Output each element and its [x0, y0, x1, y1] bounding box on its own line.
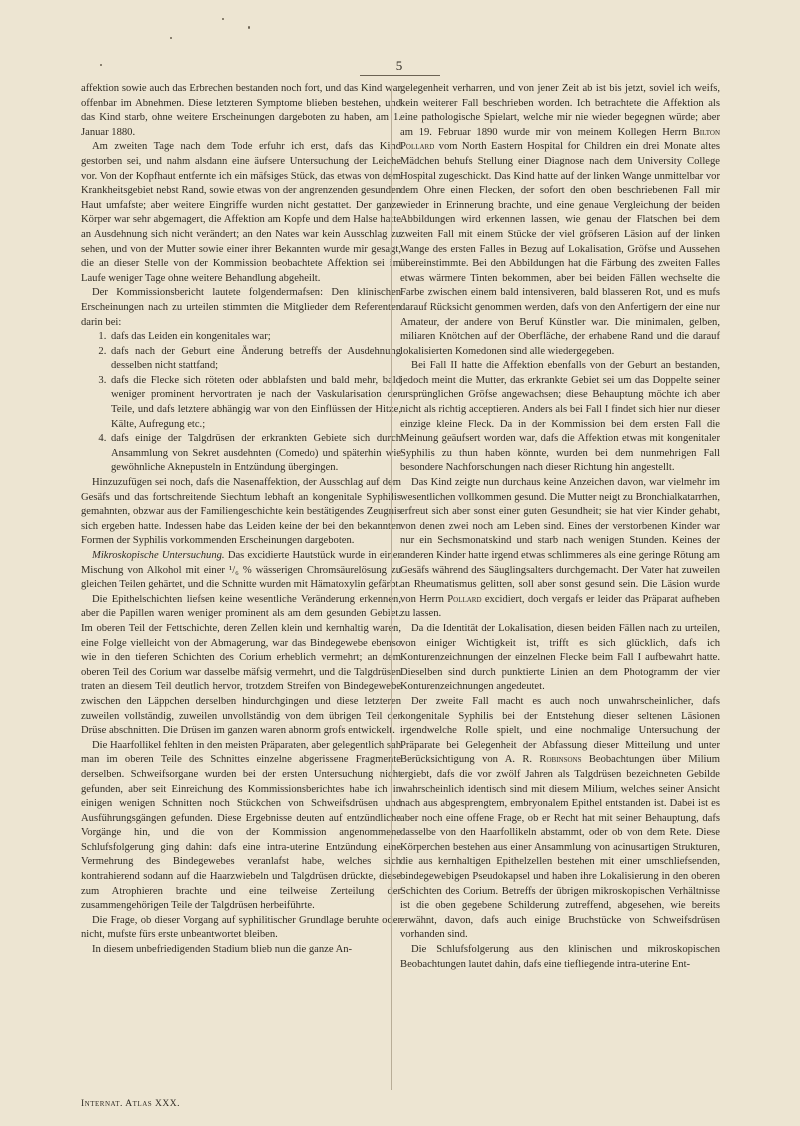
paper-speck: [170, 37, 172, 39]
right-column: [400, 82, 720, 972]
paragraph-text: vom North Eastern Hospital for Children ein drei Monate altes Mädchen behufs Stellung einer Diagnose nach dem University College Hospital zugeschickt. Das Kind hatte auf der linken Wange unmittelbar vor dem Ohre einen Flecken, der sofort den oben beschriebenen Fall mir wieder in Erinnerung brachte, und eine genaue Vergleichung der beiden Abbildungen wird erkennen lassen, wie genau der Flatschen bei dem zweiten Fall mit einem Stücke der viel gröfseren Läsion auf der linken Wange des ersten Falles in Bezug auf Lokalisation, Gröfse und Aussehen übereinstimmte. Bei den Abbildungen hat die Färbung des zweiten Falles etwas wärmere Tinten bekommen, aber bei beiden Fällen wechselte die Farbe zwischen einem bald intensiveren, bald blasseren Rot, und es mufs darauf Rücksicht genommen werden, dafs von den Anfertigern der eine nur Amateur, der andere von Beruf Künstler war. Die minimalen, gelben, miliaren Knötchen auf der Oberfläche, der erhabene Rand und die darauf lokalisierten Komedonen sind alle wiedergegeben.: [400, 141, 720, 357]
footer-signature: Internat. Atlas XXX.: [81, 1099, 180, 1109]
paragraph: Hinzuzufügen sei noch, dafs die Nasenaffektion, der Ausschlag auf dem Gesäfs und das fortschreitende Siechtum lebhaft an kongenitale Syphilis gemahnten, obzwar aus der Familiengeschichte kein bestätigendes Zeugnis sich ergeben hatte. Indessen habe das Leiden keine der bei den bekannten Formen der Syphilis vorkommenden Erscheinungen dargeboten.: [81, 477, 401, 547]
paper-speck: [100, 64, 102, 66]
person-name: Robinsons: [539, 754, 582, 766]
list-item: 1. dafs das Leiden ein kongenitales war;: [109, 330, 401, 345]
paragraph: Die Schlufsfolgerung aus den klinischen und mikroskopischen Beobachtungen lautet dahin, dafs eine tiefliegende intra-uterine Ent-: [400, 944, 720, 970]
person-name: Bilton Pollard: [400, 126, 720, 153]
paragraph: Da die Identität der Lokalisation, diesen beiden Fällen nach zu urteilen, von einiger Wichtigkeit ist, trifft es sich glücklich, dafs ich Konturenzeichnungen der einzelnen Flecke beim Fall I aufbewahrt hatte. Dieselben sind durch punktierte Linien an dem Photogramm der vier Konturenzeichnungen angedeutet.: [400, 622, 720, 693]
section-label: Mikroskopische Untersuchung.: [92, 550, 225, 561]
paragraph: Die Haarfollikel fehlten in den meisten Präparaten, aber gelegentlich sah man im oberen Teile des Schnittes einzelne abgerissene Fragmente derselben. Schweifsorgane wurden bei der ersten Untersuchung nicht gefunden, aber seit Einreichung des Kommissionsberichtes habe ich in einigen wenigen Schnitten noch Stückchen von Schweifsdrüsen und Ausführungsgängen gefunden. Diese Ergebnisse deuten auf entzündliche Vorgänge hin, und die von der Kommission angenommene Schlufsfolgerung ging dahin: dafs eine intra-uterine Entzündung eine Vermehrung des Bindegewebes veranlafst habe, welches sich kontrahierend sodann auf die Haarzwiebeln und Talgdrüsen drückte, diese zum Atrophieren brachte und eine teilweise Zerteilung der zusammengehörigen Teile der Talgdrüsen herbeiführte.: [81, 739, 401, 912]
paragraph: [400, 476, 720, 622]
paragraph: Bei Fall II hatte die Affektion ebenfalls von der Geburt an bestanden, jedoch meint die Mutter, das erkrankte Gebiet sei um das Doppelte seiner ursprünglichen Gröfse angewachsen; diese Behauptung möchte ich aber nicht als richtig acceptieren. Anders als bei Fall I findet sich hier nur dieser einzige kleine Fleck. Da in der Kommission bei dem ersten Fall die Meinung geäufsert worden war, dafs die Affektion etwas mit kongenitaler Syphilis zu thun haben könnte, wurden bei dem nunmehrigen Fall besondere Nachforschungen nach dieser Richtung hin angestellt.: [400, 360, 720, 474]
paragraph: Am zweiten Tage nach dem Tode erfuhr ich erst, dafs das Kind gestorben sei, und nahm alsdann eine äufsere Untersuchung der Leiche vor. Von der Kopfhaut entfernte ich ein mäfsiges Stück, das etwas von dem Krankheitsgebiet nebst Rand, sowie etwas von der angrenzenden gesunden Haut umfafste; aber weitere Eingriffe wurden nicht gestattet. Der ganze Körper war sehr abgemagert, die Affektion am Kopfe und dem Halse hatte an Ausdehnung sich nicht verändert; an den Nates war kein Ausschlag zu sehen, und von der Mutter sowie einer ihrer Bekannten wurde mir gesagt, die an dieser Stelle von der Kommission beobachtete Affektion sei im Laufe weniger Tage ohne weitere Behandlung abgeheilt.: [81, 141, 401, 284]
person-name: Pollard: [447, 593, 482, 605]
paragraph: Die Epithelschichten liefsen keine wesentliche Veränderung erkennen, aber die Papillen waren weniger prominent als am dem gesunden Gebiet. Im oberen Teil der Fettschichte, deren Zellen klein und kernhaltig waren, eine Folge vielleicht von der Abmagerung, war das Bindegewebe ebenso wie in den tieferen Schichten des Corium erheblich vermehrt; an dem oberen Teil des Corium war dasselbe mäfsig vermehrt, und die Talgdrüsen traten an diesem Teil deutlich hervor, trotzdem Streifen von Bindegewebe zwischen den Läppchen derselben hindurchgingen und diese letzteren zuweilen vollständig, zuweilen unvollständig von dem übrigen Teil der Drüse abschnitten. Die Drüsen im ganzen waren abnorm grofs entwickelt.: [81, 593, 401, 737]
paragraph: [400, 695, 720, 943]
paper-speck: [248, 26, 250, 29]
list-item: 2. dafs nach der Geburt eine Änderung betreffs der Ausdehnung desselben nicht stattfand;: [109, 345, 401, 374]
paragraph-text: Das Kind zeigte nun durchaus keine Anzeichen davon, war vielmehr im wesentlichen vollkommen gesund. Die Mutter neigt zu Bronchialkatarrhen, erfreut sich aber sonst einer guten Gesundheit; sie hat vier Kinder gehabt, von denen zwei noch am Leben sind. Eines der verstorbenen Kinder war nur ein Sechsmonatskind und starb nach wenigen Stunden. Keines der anderen Kinder hatte irgend etwas schlimmeres als eine geringe Rötung am Gesäfs während des Säuglingsalters durchgemacht. Der Vater hat zuweilen an Rheumatismus gelitten, soll aber sonst gesund sein. Die Läsion wurde von Herrn: [400, 477, 720, 605]
paper-speck: [222, 18, 224, 20]
paragraph-text: gelegenheit verharren, und von jener Zeit ab ist bis jetzt, soviel ich weifs, kein weiterer Fall beschrieben worden. Ich betrachtete die Affektion als eine pathologische Spielart, welche mir nie wieder begegnen würde; aber am 19. Februar 1890 wurde mir von meinem Kollegen Herrn: [400, 83, 720, 138]
list-item: 3. dafs die Flecke sich röteten oder abblafsten und bald mehr, bald weniger prominent hervortraten je nach der Vaskularisation der Teile, und dafs letztere abhängig war von den Einflüssen der Hitze, Kälte, Aufregung etc.;: [109, 374, 401, 432]
paragraph: Die Frage, ob dieser Vorgang auf syphilitischer Grundlage beruhte oder nicht, mufste fürs erste unbeantwortet bleiben.: [81, 914, 401, 941]
paragraph-text: Der zweite Fall macht es auch noch unwahrscheinlicher, dafs kongenitale Syphilis bei der Entstehung dieser seltenen Läsionen irgendwelche Rolle spielt, und eine nochmalige Untersuchung der Präparate bei Gelegenheit der Abfassung dieser Mitteilung und unter Berücksichtigung von A. R.: [400, 695, 720, 766]
findings-list: [81, 330, 401, 476]
header-rule: [360, 75, 440, 76]
paragraph: affektion sowie auch das Erbrechen bestanden noch fort, und das Kind war offenbar im Abnehmen. Diese letzteren Symptome blieben bestehen, und das Kind starb, ohne weitere Erscheinungen dargeboten zu haben, am 1. Januar 1880.: [81, 83, 401, 138]
column-rule: [391, 85, 392, 1090]
paragraph-text: excidiert, doch vergafs er leider das Präparat aufheben zu lassen.: [400, 593, 720, 620]
paragraph-text: Beobachtungen über Milium ergiebt, dafs die vor zwölf Jahren als Talgdrüsen bezeichneten Gebilde wahrscheinlich identisch sind mit diesem Milium, welches seiner Ansicht nach aus abgesprengtem, embryonalem Epithel entstanden ist. Dabei ist es aber noch eine offene Frage, ob er Recht hat mit seiner Behauptung, dafs dasselbe von den Haarfollikeln abstammt, oder ob von dem Rete. Diese Körperchen bestehen aus einer Ansammlung von acinusartigen Strukturen, die aus kernhaltigen Epithelzellen bestehen mit einer umschliefsenden, bindegewebigen Pseudokapsel und haben ihre Lokalisierung in den oberen Schichten des Corium. Betreffs der übrigen mikroskopischen Verhältnisse ist die oben gegebene Schilderung zutreffend, abgesehen, wie bereits erwähnt, davon, dafs auch einige Bruchstücke von Schweifsdrüsen vorhanden sind.: [400, 754, 720, 941]
list-item: 4. dafs einige der Talgdrüsen der erkrankten Gebiete sich durch Ansammlung von Sekret ausdehnten (Comedo) und späterhin wie gewöhnliche Aknepusteln in Entzündung übergingen.: [109, 432, 401, 476]
paragraph: Der Kommissionsbericht lautete folgendermafsen: Den klinischen Erscheinungen nach zu urteilen stimmten die Mitglieder dem Referenten darin bei:: [81, 287, 401, 328]
paragraph: [400, 82, 720, 359]
paragraph: In diesem unbefriedigenden Stadium blieb nun die ganze An-: [92, 944, 353, 956]
paragraph: [81, 549, 401, 593]
paragraph-text: Das excidierte Hautstück wurde in einer Mischung von Alkohol mit einer ¹/₆ % wässerigen Chromsäurelösung zu gleichen Teilen gehärtet, und die Schnitte wurden mit Hämatoxylin gefärbt.: [81, 550, 402, 591]
left-column: [81, 82, 401, 958]
page-number: 5: [395, 58, 403, 73]
